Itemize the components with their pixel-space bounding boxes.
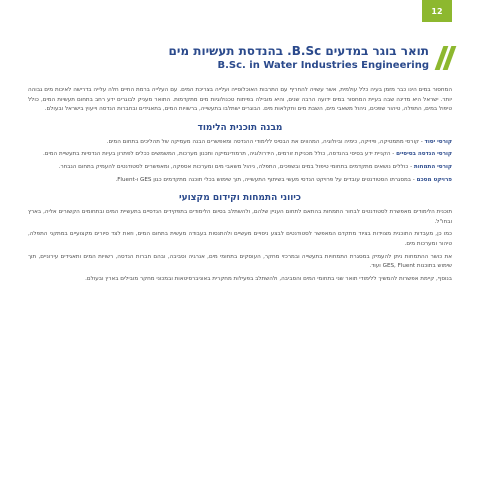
- section-heading-specialization: כיווני התמחות וקידום מקצועי: [178, 193, 302, 204]
- title-block: [169, 44, 429, 73]
- structure-item: [28, 150, 452, 160]
- structure-item-lead: קורסי יסוד: [424, 138, 452, 145]
- page-header: [20, 44, 452, 73]
- page-title-hebrew: תואר בוגר במדעים B.Sc. בהנדסת תעשיות מים: [168, 44, 429, 58]
- page-number-tab: [422, 0, 452, 22]
- specialization-paragraph: בנוסף, קיימת אפשרות להמשיך ללימודי תואר שני בתחומי המים והסביבה, ולהשתלב בפעילות מחקרית באוניברסיטאות ובמכוני מחקר מובילים בארץ ובעולם.: [85, 275, 452, 282]
- structure-item: [28, 163, 452, 173]
- structure-item-text: - קורסי מתמטיקה, פיזיקה, כימיה וביולוגיה, המהווים את הבסיס ללימודי ההנדסה ומאפשרים הבנה מעמיקה של תהליכים בתחום המים.: [106, 138, 423, 145]
- section-heading-structure: מבנה תוכנית הלימוד: [197, 122, 283, 133]
- structure-item-lead: פרויקט מסכם: [416, 176, 452, 183]
- intro-paragraph: המחסור במים הינו כבר מזמן בעיה כלל עולמית, אשר עשויה להחריף עם התרבות האוכלוסייה ועלייה בצריכת המים. עם העלייה ברמת החיים חלה עלייה בדרישה לאיכות מים גבוהה יותר. ישראל היא מדינה שבה בעיית המחסור במים ידועה הרבה שנים, והיא מובילה בפיתוח טכנולוגיות מים מתקדמות. התואר מעניק לבוגרים ידע רחב בתחום תעשיות המים, כולל טיפול במים, התפלה, טיהור שפכים, ניהול משאבי מים, השבת מים וחקלאות מים. הבוגרים ישתלבו בתעשייה, ברשויות המים, בתאגידים ובחברות הנדסה וייעוץ בישראל ובעולם.: [28, 87, 452, 113]
- structure-item-lead: קורסי התמחות: [413, 163, 452, 170]
- specialization-paragraph: את כושר ההתמחות ניתן להעמיק במסגרת התמחויות בתעשייה ובמרכזי מחקר, העוסקים בתחומי מים, אנרגיה וסביבה, ובהם חברות הנדסה, רשויות המים ותאגידים עירוניים, תוך שימוש בתוכנות GES, Fluent ועוד.: [28, 253, 452, 270]
- specialization-intro: תוכנית הלימודים מאפשרת לסטודנטים לבחור התמחות בהתאם לתחום העניין שלהם, ולהשתלב בסיום הלימודים בתפקידים הנדסיים בתעשיית המים ובתחומים הקשורים אליה, בארץ ובחו"ל.: [28, 209, 452, 225]
- page-title-english: B.Sc. in Water Industries Engineering: [217, 60, 429, 71]
- structure-item-text: - הקניית ידע בסיסי בהנדסה, כולל מכניקת זורמים, הידרולוגיה, תרמודינמיקה ותכנון מערכות, המשמשים ככלים לפתרון בעיות הנדסיות בתעשיית המים.: [43, 151, 395, 158]
- structure-item: [28, 138, 452, 148]
- page-number: 12: [431, 6, 443, 16]
- double-slash-icon: [439, 46, 452, 70]
- structure-item-lead: קורסי הנדסה בסיסיים: [396, 151, 452, 158]
- structure-item-text: - כוללים נושאים מתקדמים בתחומי טיפול במים ובשפכים, התפלה, ניהול משאבי מים ומערכות אספקה, ומאפשרים לסטודנטים להעמיק בתחום הנבחר.: [58, 163, 413, 170]
- page-content: [28, 86, 452, 287]
- specialization-paragraph: כמו כן, מעבדות התוכנית מצוידות בציוד מתקדם המאפשר לסטודנטים לבצע ניסויים מעשיים ולהתנסות בעבודה מעשית בתחום המים, וזאת לצד סיורים מקצועיים במתקני התפלה, טיהור ומערכות מים.: [28, 231, 452, 247]
- structure-item: [28, 176, 452, 186]
- structure-item-text: - במסגרתו הסטודנטים עובדים על פרויקט הנדסי מעשי בשיתוף התעשייה, תוך שימוש בכלי תוכנה מתקדמים כגון GES ו-Fluent.: [115, 176, 415, 183]
